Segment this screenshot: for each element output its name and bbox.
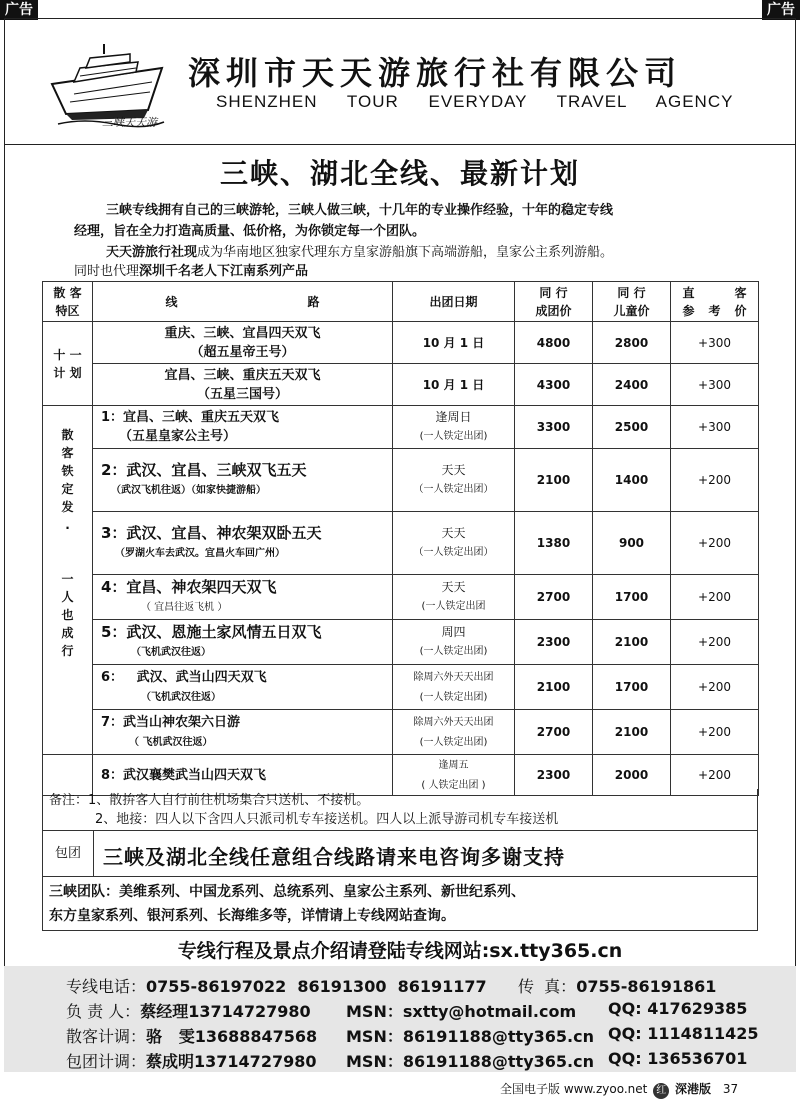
contact-msn: MSN：sxtty@hotmail.com: [346, 1002, 577, 1021]
route-cell: 3：武汉、宜昌、神农架双卧五天 （罗湖火车去武汉。宜昌火车回广州）: [93, 512, 393, 575]
contact-panel: [4, 966, 796, 1072]
footer-badge: 红: [653, 1083, 669, 1099]
direct-price: +200: [671, 575, 759, 620]
charter-box: [42, 831, 758, 877]
header-child-price: 同 行 儿童价: [593, 282, 671, 322]
route-cell: 宜昌、三峡、重庆五天双飞 （五星三国号）: [93, 364, 393, 406]
charter-label: 包团: [43, 831, 94, 876]
footer-edition: 深港版: [675, 1082, 712, 1096]
contact-row: 散客计调：骆 雯13688847568: [66, 1027, 318, 1046]
date-cell: 10 月 1 日: [393, 322, 515, 364]
route-cell: 5：武汉、恩施土家风情五日双飞 （飞机武汉往返）: [93, 620, 393, 665]
child-price: 1700: [593, 665, 671, 710]
date-cell: 天天 (一人铁定出团: [393, 575, 515, 620]
adult-price: 3300: [515, 406, 593, 449]
route-cell: 6： 武汉、武当山四天双飞 （飞机武汉往返）: [93, 665, 393, 710]
table-header-row: [43, 282, 759, 322]
ad-label-left: 广告: [0, 0, 38, 20]
header-category: 散 客 特区: [43, 282, 93, 322]
route-cell: 8：武汉襄樊武当山四天双飞: [93, 755, 393, 796]
adult-price: 4300: [515, 364, 593, 406]
date-cell: 除周六外天天出团 (一人铁定出团): [393, 665, 515, 710]
intro-line-1: 三峡专线拥有自己的三峡游轮，三峡人做三峡，十几年的专业操作经验，十年的稳定专线: [106, 203, 614, 218]
header-date: 出团日期: [393, 282, 515, 322]
table-row: [43, 620, 759, 665]
date-cell: 10 月 1 日: [393, 364, 515, 406]
adult-price: 2300: [515, 620, 593, 665]
child-price: 2100: [593, 620, 671, 665]
adult-price: 2100: [515, 665, 593, 710]
intro-line-3: [106, 242, 613, 263]
direct-price: +200: [671, 755, 759, 796]
date-cell: 周四 (一人铁定出团): [393, 620, 515, 665]
route-cell: 2：武汉、宜昌、三峡双飞五天 （武汉飞机往返）（如家快捷游船）: [93, 449, 393, 512]
table-row: [43, 512, 759, 575]
route-cell: 7：武当山神农架六日游 （ 飞机武汉往返）: [93, 710, 393, 755]
adult-price: 2700: [515, 575, 593, 620]
child-price: 2800: [593, 322, 671, 364]
contact-qq: QQ: 136536701: [608, 1049, 748, 1068]
intro-line-4: [74, 261, 308, 282]
direct-price: +200: [671, 665, 759, 710]
direct-price: +300: [671, 322, 759, 364]
contact-fax: 传 真：0755-86191861: [518, 977, 717, 996]
team-line-2: 东方皇家系列、银河系列、长海维多等，详情请上专线网站查询。: [49, 908, 455, 924]
group-label-scheduled: 散 客 铁 定 发 . 一 人 也 成 行: [43, 406, 93, 755]
table-row: [43, 449, 759, 512]
direct-price: +200: [671, 620, 759, 665]
notes-box: [42, 789, 758, 831]
contact-qq: QQ: 1114811425: [608, 1024, 759, 1043]
adult-price: 2100: [515, 449, 593, 512]
direct-price: +200: [671, 512, 759, 575]
intro-line-4-bold: 深圳千名老人下江南系列产品: [139, 264, 309, 279]
direct-price: +200: [671, 710, 759, 755]
intro-line-3-bold: 天天游旅行社现: [106, 245, 198, 260]
contact-qq: QQ: 417629385: [608, 999, 748, 1018]
note-line-2: 2、地接：四人以下含四人只派司机专车接送机。四人以上派导游司机专车接送机: [95, 812, 559, 827]
header-adult-price: 同 行 成团价: [515, 282, 593, 322]
footer-site: 全国电子版 www.zyoo.net: [500, 1082, 648, 1096]
group-label-holiday: 十 一 计 划: [43, 322, 93, 406]
route-cell: 4：宜昌、神农架四天双飞 （ 宜昌往返飞机 ）: [93, 575, 393, 620]
child-price: 2100: [593, 710, 671, 755]
child-price: 1700: [593, 575, 671, 620]
direct-price: +300: [671, 364, 759, 406]
route-cell: 重庆、三峡、宜昌四天双飞 （超五星帝王号）: [93, 322, 393, 364]
date-cell: 天天 （一人铁定出团）: [393, 449, 515, 512]
contact-row: 包团计调：蔡成明13714727980: [66, 1052, 317, 1071]
team-line-1: 三峡团队：美维系列、中国龙系列、总统系列、皇家公主系列、新世纪系列、: [49, 884, 525, 900]
footer: [500, 1080, 738, 1099]
header-route: 线 路: [93, 282, 393, 322]
adult-price: 2300: [515, 755, 593, 796]
date-cell: 天天 （一人铁定出团）: [393, 512, 515, 575]
child-price: 900: [593, 512, 671, 575]
company-name-cn: 深圳市天天游旅行社有限公司: [188, 54, 683, 92]
adult-price: 4800: [515, 322, 593, 364]
date-cell: 逢周日 (一人铁定出团): [393, 406, 515, 449]
route-cell: 1：宜昌、三峡、重庆五天双飞 （五星皇家公主号）: [93, 406, 393, 449]
child-price: 1400: [593, 449, 671, 512]
header-divider: [4, 144, 796, 145]
team-label: 三峡团队：: [49, 884, 119, 900]
intro-line-2: 经理，旨在全力打造高质量、低价格，为你锁定每一个团队。: [74, 224, 426, 239]
date-cell: 除周六外天天出团 (一人铁定出团): [393, 710, 515, 755]
ad-label-right: 广告: [762, 0, 800, 20]
direct-price: +200: [671, 449, 759, 512]
table-row: [43, 710, 759, 755]
website-line: 专线行程及景点介绍请登陆专线网站:sx.tty365.cn: [177, 940, 623, 962]
charter-text: 三峡及湖北全线任意组合线路请来电咨询多谢支持: [103, 845, 565, 869]
intro-line-3-rest: 成为华南地区独家代理东方皇家游船旗下高端游船，皇家公主系列游船。: [197, 245, 614, 260]
adult-price: 2700: [515, 710, 593, 755]
table-row: [43, 364, 759, 406]
contact-row: 负 责 人：蔡经理13714727980: [66, 1002, 311, 1021]
contact-row: 专线电话：0755-86197022 86191300 86191177: [66, 977, 487, 996]
page-title: 三峡、湖北全线、最新计划: [219, 157, 580, 190]
table-row: [43, 575, 759, 620]
footer-page: 37: [722, 1082, 739, 1096]
tour-price-table: [42, 281, 759, 796]
child-price: 2400: [593, 364, 671, 406]
team-box: [42, 877, 758, 931]
adult-price: 1380: [515, 512, 593, 575]
company-name-en: SHENZHEN TOUR EVERYDAY TRAVEL AGENCY: [216, 92, 734, 111]
child-price: 2000: [593, 755, 671, 796]
contact-msn: MSN：86191188@tty365.cn: [346, 1052, 594, 1071]
direct-price: +300: [671, 406, 759, 449]
note-line-1: 备注：1、散拚客人自行前往机场集合只送机、不接机。: [49, 793, 370, 808]
child-price: 2500: [593, 406, 671, 449]
table-row: [43, 665, 759, 710]
table-row: [43, 406, 759, 449]
header-direct-price: 直 客 参 考 价: [671, 282, 759, 322]
intro-line-4-pre: 同时也代理: [74, 264, 140, 279]
logo-text: 三峡天天游: [102, 116, 157, 129]
table-row: [43, 322, 759, 364]
date-cell: 逢周五 ( 人铁定出团 ): [393, 755, 515, 796]
contact-msn: MSN：86191188@tty365.cn: [346, 1027, 594, 1046]
